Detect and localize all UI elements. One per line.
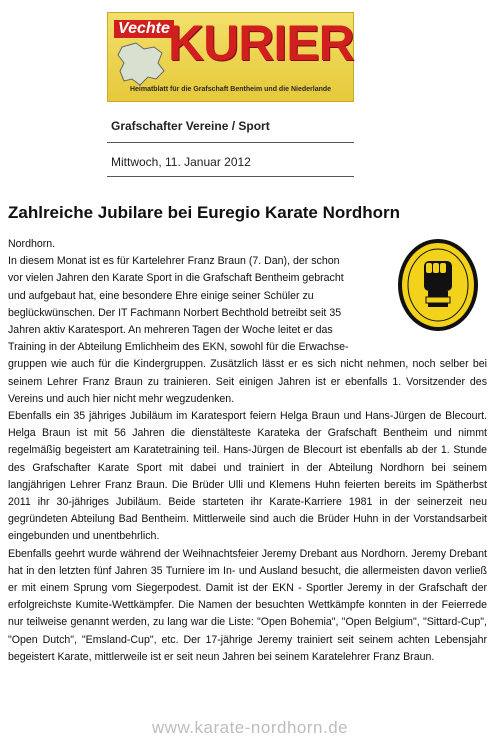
article-paragraph: Ebenfalls ein 35 jähriges Jubiläum im Karatesport feiern Helga Braun und Hans-Jürgen de Blecourt. Helga Braun ist mit 56 Jahren die dienstälteste Karateka der Grafschaft Bentheim und nimmt regelmäßig begeistert am Karatetraining teil. Hans-Jürgen de Blecourt ist ebenfalls ab der 1. Stunde des Grafschafter Karate Sport mit dabei und trainiert in der Abteilung Nordhorn bei seinem langjährigen Lehrer Franz Braun. Die Brüder Ulli und Klemens Huhn feierten bereits im Spätherbst 2011 ihr 30-jähriges Jubiläum. Beide starteten ihr Karate-Karriere 1981 in der seinerzeit neu gegründeten Abteilung Bad Bentheim. Mittlerweile sind auch die Brüder Huhn in der Vorstandsarbeit eingebunden und unentbehrlich. [8, 410, 487, 543]
masthead-vechte: Vechte [114, 20, 174, 38]
article-paragraph: gruppen wie auch für die Kindergruppen. Zusätzlich lässt er es sich nicht nehmen, noch selber bei seinem Lehrer Franz Braun zu trainieren. Seit einigen Jahren ist er ebenfalls 1. Vorsitzender des Vereins und auch hier nicht mehr wegzudenken. [8, 358, 487, 405]
website-footer: www.karate-nordhorn.de [151, 718, 349, 737]
article-body [8, 236, 487, 666]
article-line: beglückwünschen. Der IT Fachmann Norbert Bechthold betreibt seit 35 [8, 306, 342, 319]
masthead-kurier: KURIER [168, 15, 354, 71]
article-line: Jahren aktiv Karatesport. An mehreren Tagen der Woche leitet er das [8, 324, 333, 337]
divider [107, 176, 354, 177]
masthead-subtitle: Heimatblatt für die Grafschaft Bentheim und die Niederlande [129, 86, 332, 93]
newspaper-masthead [107, 12, 354, 102]
publication-date: Mittwoch, 11. Januar 2012 [111, 155, 251, 169]
article-line: vor vielen Jahren den Karate Sport in die Grafschaft Bentheim gebracht [8, 272, 344, 285]
article-paragraph: Ebenfalls geehrt wurde während der Weihnachtsfeier Jeremy Drebant aus Nordhorn. Jeremy Drebant hat in den letzten fünf Jahren 35 Turniere im In- und Ausland besucht, die allermeisten davon verließ er mit einem Sprung vom Siegerpodest. Damit ist der EKN - Sportler Jeremy in der Grafschaft der erfolgreichste Kumite-Wettkämpfer. Die Namen der besuchten Wettkämpfe konnten in der Feierrede nur teilweise genannt werden, zu lang war die Liste: "Open Bohemia", "Open Belgium", "Sittard-Cup", "Open Dutch", "Emsland-Cup", etc. Der 17-jährige Jeremy trainiert seit seinem achten Lebensjahr begeistert Karate, mittlerweile ist er seit neun Jahren bei seinem Karatelehrer Franz Braun. [8, 547, 487, 663]
section-label: Grafschafter Vereine / Sport [111, 119, 270, 133]
article-line: Training in der Abteilung Emlichheim des EKN, sowohl für die Erwachse- [8, 341, 349, 354]
article-line: und aufgebaut hat, eine besondere Ehre einige seiner Schüler zu [8, 289, 314, 302]
region-map-icon [114, 41, 174, 89]
article-line: In diesem Monat ist es für Kartelehrer Franz Braun (7. Dan), der schon [8, 255, 340, 268]
divider [107, 142, 354, 143]
article-dateline: Nordhorn. [8, 238, 56, 250]
article-headline: Zahlreiche Jubilare bei Euregio Karate Nordhorn [8, 203, 401, 222]
